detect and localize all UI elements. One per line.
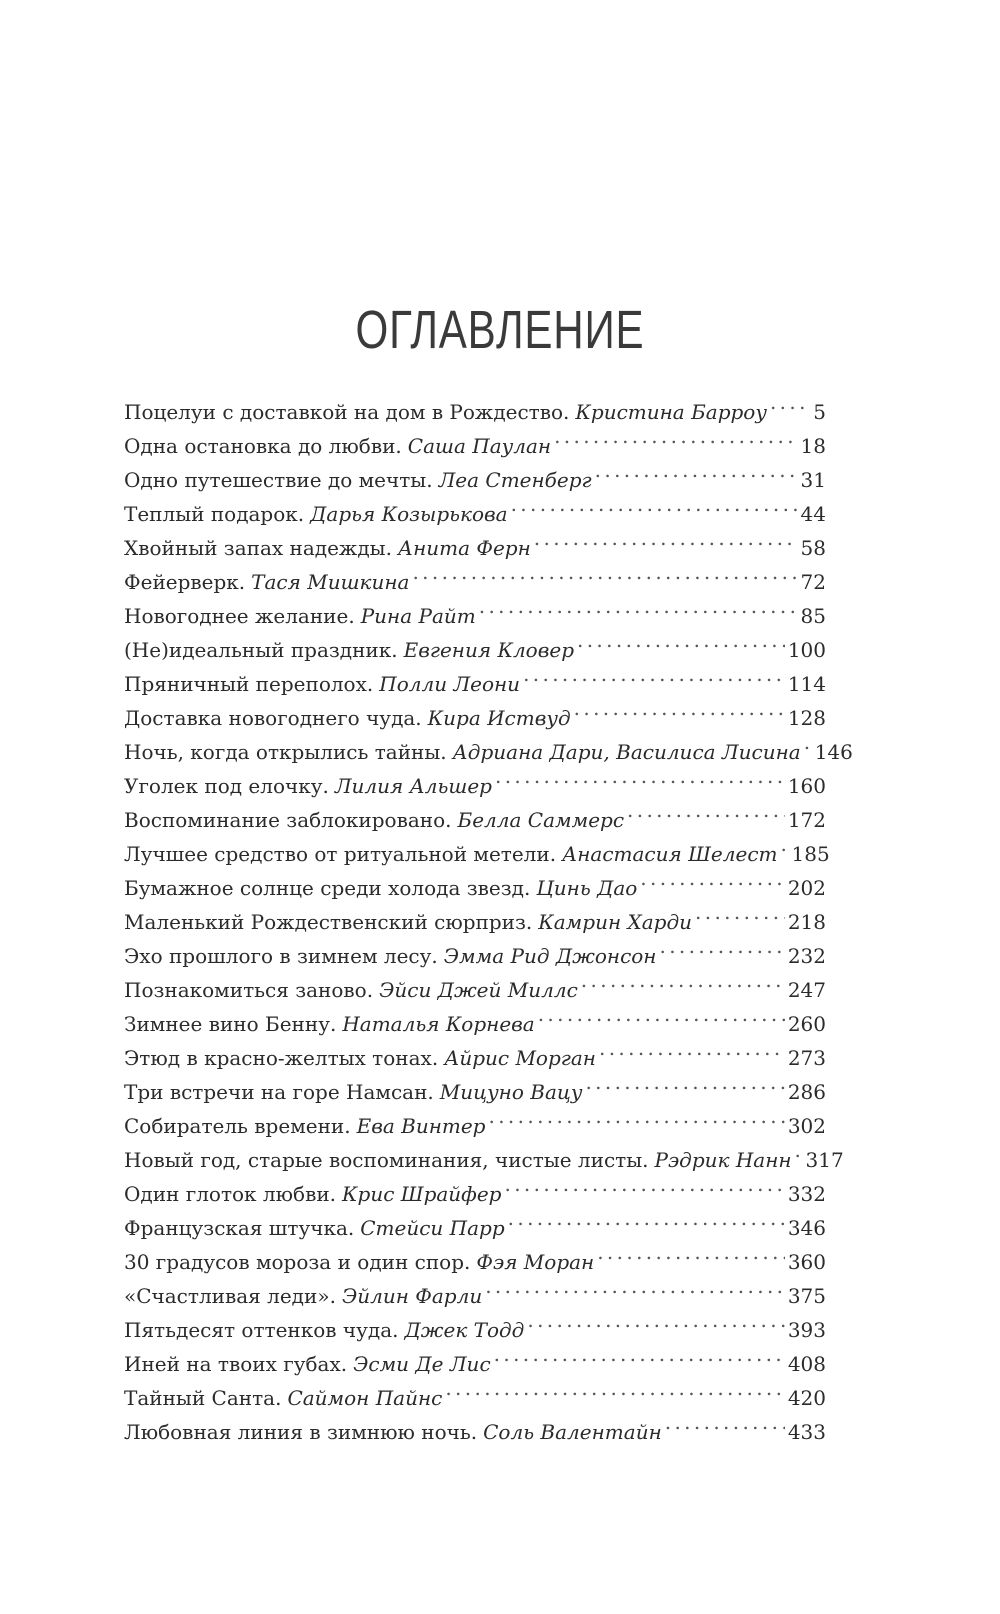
toc-entry-author: Крис Шрайфер [342, 1182, 502, 1206]
toc-entry-page-number: 58 [800, 536, 826, 560]
toc-entry-title: Воспоминание заблокировано. [124, 808, 452, 832]
dot-leader [640, 861, 785, 895]
dot-leader [581, 963, 785, 997]
toc-entry-title: Один глоток любви. [124, 1182, 337, 1206]
dot-leader [511, 487, 798, 521]
toc-entry-title: Лучшее средство от ритуальной метели. [124, 842, 557, 866]
toc-entry-title: Зимнее вино Бенну. [124, 1012, 337, 1036]
toc-entry-author: Мицуно Вацу [439, 1080, 583, 1104]
toc-entry-page-number: 18 [800, 434, 826, 458]
dot-leader [504, 1167, 784, 1201]
toc-entry-author: Камрин Харди [538, 910, 693, 934]
toc-entry-title: Французская штучка. [124, 1216, 355, 1240]
dot-leader [485, 1269, 785, 1303]
toc-entry-title: Пряничный переполох. [124, 672, 374, 696]
toc-entry-author: Евгения Кловер [403, 638, 574, 662]
dot-leader [804, 725, 812, 759]
toc-entry-page-number: 332 [787, 1182, 826, 1206]
toc-entry-title: «Счастливая леди». [124, 1284, 336, 1308]
toc-entry-author: Рина Райт [360, 604, 476, 628]
toc-entry-author: Дарья Козырькова [310, 502, 508, 526]
dot-leader [495, 759, 785, 793]
dot-leader [479, 589, 798, 623]
toc-entry-title: (Не)идеальный праздник. [124, 638, 398, 662]
toc-entry-title: Три встречи на горе Намсан. [124, 1080, 434, 1104]
dot-leader [659, 929, 784, 963]
toc-entry-page-number: 375 [787, 1284, 826, 1308]
toc-entry-page-number: 202 [787, 876, 826, 900]
toc-entry-author: Кира Иствуд [427, 706, 571, 730]
dot-leader [489, 1099, 785, 1133]
toc-entry-author: Соль Валентайн [483, 1420, 662, 1444]
toc-entry-page-number: 286 [787, 1080, 826, 1104]
toc-entry-title: Тайный Санта. [124, 1386, 282, 1410]
toc-entry-title: Теплый подарок. [124, 502, 305, 526]
dot-leader [574, 691, 785, 725]
dot-leader [627, 793, 785, 827]
toc-entry-author: Адриана Дари, Василиса Лисина [452, 740, 801, 764]
dot-leader [665, 1405, 785, 1439]
toc-entry-title: Одно путешествие до мечты. [124, 468, 433, 492]
toc-entry-page-number: 185 [791, 842, 830, 866]
toc-entry-author: Стейси Парр [360, 1216, 505, 1240]
toc-entry-author: Анита Ферн [397, 536, 531, 560]
toc-entry-title: Эхо прошлого в зимнем лесу. [124, 944, 438, 968]
toc-entry-author: Лилия Альшер [334, 774, 492, 798]
toc-entry-page-number: 218 [787, 910, 826, 934]
toc-entry-title: 30 градусов мороза и один спор. [124, 1250, 471, 1274]
toc-entry-title: Хвойный запах надежды. [124, 536, 392, 560]
toc-entry-page-number: 146 [814, 740, 853, 764]
toc-entry-title: Новогоднее желание. [124, 604, 355, 628]
dot-leader [523, 657, 785, 691]
toc-entry-page-number: 420 [787, 1386, 826, 1410]
toc-entry-title: Поцелуи с доставкой на дом в Рождество. [124, 400, 570, 424]
toc-entry-page-number: 408 [787, 1352, 826, 1376]
toc-entry-page-number: 5 [813, 400, 826, 424]
toc-entry-page-number: 247 [787, 978, 826, 1002]
toc-entry-page-number: 72 [800, 570, 826, 594]
toc-entry-page-number: 128 [787, 706, 826, 730]
toc-entry-page-number: 31 [800, 468, 826, 492]
toc-entry-title: Новый год, старые воспоминания, чистые листы. [124, 1148, 649, 1172]
toc-entry-author: Эсми Де Лис [353, 1352, 491, 1376]
toc-entry-page-number: 346 [787, 1216, 826, 1240]
toc-entry-title: Фейерверк. [124, 570, 246, 594]
toc-entry-author: Леа Стенберг [438, 468, 592, 492]
toc-entry-page-number: 260 [787, 1012, 826, 1036]
dot-leader [599, 1031, 785, 1065]
toc-entry-author: Наталья Корнева [342, 1012, 535, 1036]
toc-entry-author: Саймон Пайнс [287, 1386, 443, 1410]
toc-entry-author: Рэдрик Нанн [654, 1148, 792, 1172]
page-title: ОГЛАВЛЕНИЕ [355, 300, 645, 360]
toc-entry-title: Этюд в красно-желтых тонах. [124, 1046, 439, 1070]
toc-entry-page-number: 393 [787, 1318, 826, 1342]
toc-entry-page-number: 172 [787, 808, 826, 832]
toc-entry-title: Любовная линия в зимнюю ночь. [124, 1420, 478, 1444]
toc-entry-page-number: 44 [800, 502, 826, 526]
toc-entry-title: Собиратель времени. [124, 1114, 351, 1138]
toc-entry-title: Уголек под елочку. [124, 774, 329, 798]
dot-leader [781, 827, 789, 861]
toc-entry-author: Джек Тодд [404, 1318, 525, 1342]
dot-leader [597, 1235, 785, 1269]
dot-leader [508, 1201, 785, 1235]
dot-leader [534, 521, 798, 555]
toc-entry-title: Одна остановка до любви. [124, 434, 402, 458]
toc-entry-author: Эйси Джей Миллс [379, 978, 578, 1002]
toc-entry-author: Кристина Барроу [575, 400, 767, 424]
toc-entry-title: Ночь, когда открылись тайны. [124, 740, 447, 764]
toc-entry-author: Тася Мишкина [251, 570, 410, 594]
toc-entry-page-number: 160 [787, 774, 826, 798]
dot-leader [595, 453, 798, 487]
dot-leader [527, 1303, 784, 1337]
toc-entry-page-number: 100 [787, 638, 826, 662]
toc-entry-title: Пятьдесят оттенков чуда. [124, 1318, 399, 1342]
toc-entry-author: Саша Паулан [407, 434, 552, 458]
toc-entry-page-number: 85 [800, 604, 826, 628]
dot-leader [494, 1337, 785, 1371]
toc-entry-author: Цинь Дао [536, 876, 638, 900]
dot-leader [795, 1133, 803, 1167]
toc-entry-author: Айрис Морган [444, 1046, 596, 1070]
toc-entry-title: Бумажное солнце среди холода звезд. [124, 876, 531, 900]
toc-entry-author: Полли Леони [379, 672, 521, 696]
toc-entry-author: Ева Винтер [356, 1114, 486, 1138]
toc-entry-page-number: 302 [787, 1114, 826, 1138]
toc-entry-author: Анастасия Шелест [562, 842, 778, 866]
toc-entry-page-number: 317 [805, 1148, 844, 1172]
dot-leader [695, 895, 785, 929]
dot-leader [445, 1371, 784, 1405]
toc-entry-page-number: 273 [787, 1046, 826, 1070]
dot-leader [554, 419, 797, 453]
toc-entry-title: Доставка новогоднего чуда. [124, 706, 422, 730]
toc-entry-page-number: 232 [787, 944, 826, 968]
dot-leader [538, 997, 785, 1031]
dot-leader [412, 555, 797, 589]
dot-leader [577, 623, 785, 657]
dot-leader [770, 385, 810, 419]
toc-entry-title: Иней на твоих губах. [124, 1352, 348, 1376]
dot-leader [585, 1065, 784, 1099]
toc-entry-title: Маленький Рождественский сюрприз. [124, 910, 533, 934]
toc-entry-page-number: 114 [787, 672, 826, 696]
toc-entry-author: Белла Саммерс [457, 808, 625, 832]
toc-entry-author: Фэя Моран [476, 1250, 595, 1274]
toc-entry-page-number: 360 [787, 1250, 826, 1274]
toc-entry-title: Познакомиться заново. [124, 978, 374, 1002]
toc-entry-page-number: 433 [787, 1420, 826, 1444]
toc-entry-author: Эйлин Фарли [341, 1284, 483, 1308]
toc-entry-author: Эмма Рид Джонсон [443, 944, 657, 968]
table-of-contents [124, 385, 853, 1444]
toc-entry[interactable] [124, 385, 826, 424]
